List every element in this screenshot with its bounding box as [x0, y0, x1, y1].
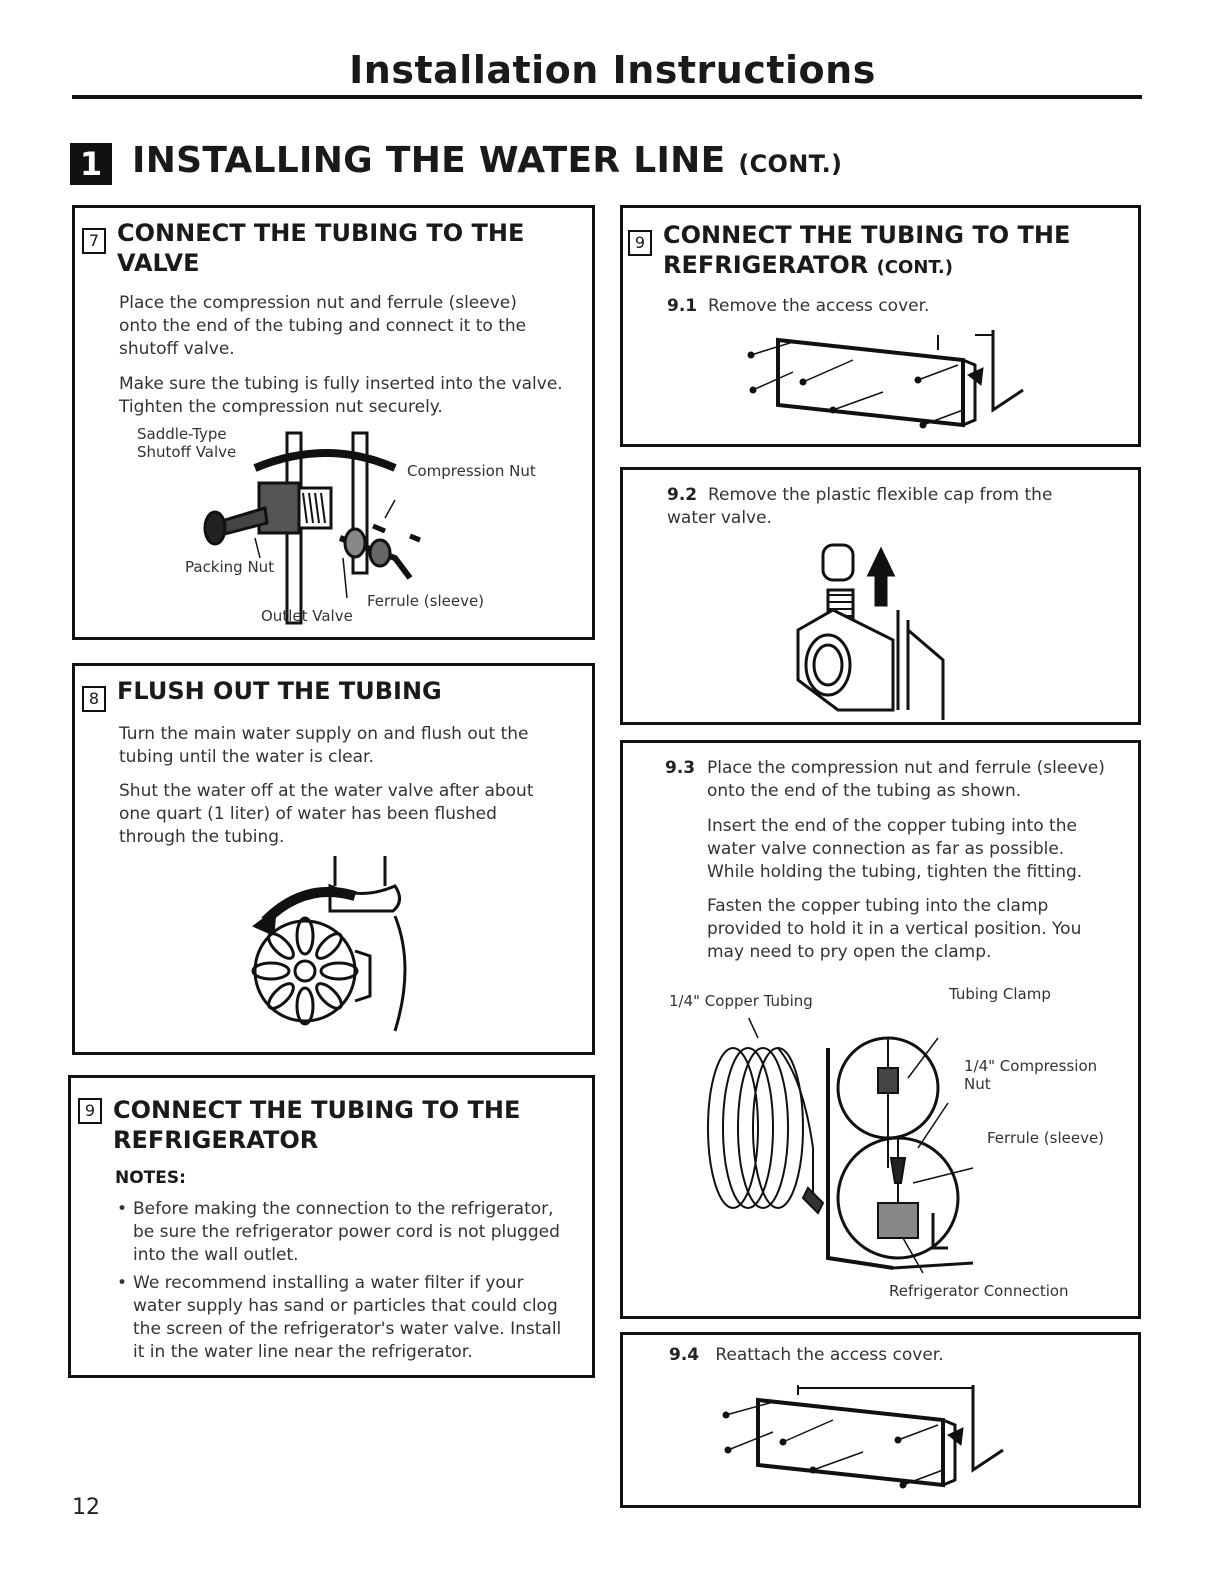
step9-cont-number: 9: [628, 230, 652, 256]
water-valve-cap-illustration: [783, 540, 963, 720]
page-title: Installation Instructions: [349, 48, 876, 92]
step9-cont-box: [620, 205, 1141, 447]
step9-box: [68, 1075, 595, 1378]
step8-box: [72, 663, 595, 1055]
section-title-cont: (CONT.): [738, 150, 843, 178]
remove-access-cover-illustration: [743, 330, 1043, 440]
section-title-text: INSTALLING THE WATER LINE: [132, 140, 726, 181]
step7-title: CONNECT THE TUBING TO THE VALVE: [117, 219, 525, 277]
label-shutoff-valve: Shutoff Valve: [137, 443, 237, 461]
step9-cont-cont: (CONT.): [876, 257, 953, 278]
label-compression-nut-2: Nut: [964, 1075, 991, 1093]
substep-9-4-box: [620, 1332, 1141, 1508]
step9-cont-title-line2: [663, 250, 953, 283]
step9-number: 9: [78, 1098, 102, 1124]
step7-para2: Make sure the tubing is fully inserted into the valve. Tighten the compression nut securely.: [119, 374, 563, 417]
label-copper-tubing: 1/4" Copper Tubing: [669, 992, 813, 1010]
substep-9-4-text: Reattach the access cover.: [715, 1345, 944, 1365]
substep-9-2-number: 9.2: [667, 485, 698, 505]
substep-9-3-box: [620, 740, 1141, 1319]
step9-cont-title-line1: CONNECT THE TUBING TO THE: [663, 221, 1071, 249]
label-ferrule-sleeve: Ferrule (sleeve): [987, 1129, 1105, 1147]
section-number-badge: 1: [70, 143, 112, 185]
substep-9-1: [667, 295, 929, 318]
title-rule: [72, 95, 1142, 99]
step8-number: 8: [82, 686, 106, 712]
step7-para1: Place the compression nut and ferrule (sleeve) onto the end of the tubing and connect it to the shutoff valve.: [119, 293, 527, 359]
label-ferrule: Ferrule (sleeve): [367, 592, 485, 610]
label-compression-nut-1: 1/4" Compression: [964, 1057, 1098, 1075]
substep-9-2-box: [620, 467, 1141, 725]
substep-9-1-number: 9.1: [667, 296, 698, 316]
label-saddle-type: Saddle-Type: [137, 425, 227, 443]
step8-para1: Turn the main water supply on and flush out the tubing until the water is clear.: [119, 724, 529, 767]
substep-9-1-text: Remove the access cover.: [707, 296, 930, 316]
label-compression-nut: Compression Nut: [407, 462, 536, 480]
step9-cont-title-text: REFRIGERATOR: [663, 251, 869, 279]
substep-9-2-text: Remove the plastic flexible cap from the water valve.: [667, 485, 1053, 528]
substep-9-3-para2: Insert the end of the copper tubing into the water valve connection as far as possible. While holding the tubing, tighten the fitting.: [707, 816, 1083, 882]
substep-9-4: [669, 1344, 944, 1367]
step8-para2: Shut the water off at the water valve after about one quart (1 liter) of water has been flushed through the tubing.: [119, 781, 534, 847]
flush-valve-illustration: [245, 856, 415, 1036]
step7-box: [72, 205, 595, 640]
substep-9-3-number: 9.3: [665, 758, 696, 778]
reattach-access-cover-illustration: [718, 1380, 1018, 1500]
step9-title-line2: REFRIGERATOR: [113, 1126, 319, 1154]
substep-9-4-number: 9.4: [669, 1345, 700, 1365]
substep-9-3-para1: Place the compression nut and ferrule (sleeve) onto the end of the tubing as shown.: [707, 758, 1105, 801]
label-packing-nut: Packing Nut: [185, 558, 275, 576]
substep-9-2: [667, 484, 1067, 530]
section-title: [132, 140, 842, 181]
step8-title: FLUSH OUT THE TUBING: [117, 677, 442, 705]
note-1: • Before making the connection to the refrigerator, be sure the refrigerator power cord is not plugged into the wall outlet.: [133, 1198, 573, 1267]
page-number: 12: [72, 1495, 100, 1520]
note-2: • We recommend installing a water filter if your water supply has sand or particles that could clog the screen of the refrigerator's water valve. Install it in the water line near the refrigerator.: [133, 1272, 573, 1364]
label-tubing-clamp: Tubing Clamp: [949, 985, 1051, 1003]
label-outlet-valve: Outlet Valve: [261, 607, 353, 625]
label-refrigerator-connection: Refrigerator Connection: [889, 1282, 1069, 1300]
notes-label: NOTES:: [115, 1168, 186, 1188]
substep-9-3-para3: Fasten the copper tubing into the clamp provided to hold it in a vertical position. You may need to pry open the clamp.: [707, 896, 1082, 962]
step7-number: 7: [82, 228, 106, 254]
step9-title-line1: CONNECT THE TUBING TO THE: [113, 1096, 521, 1124]
